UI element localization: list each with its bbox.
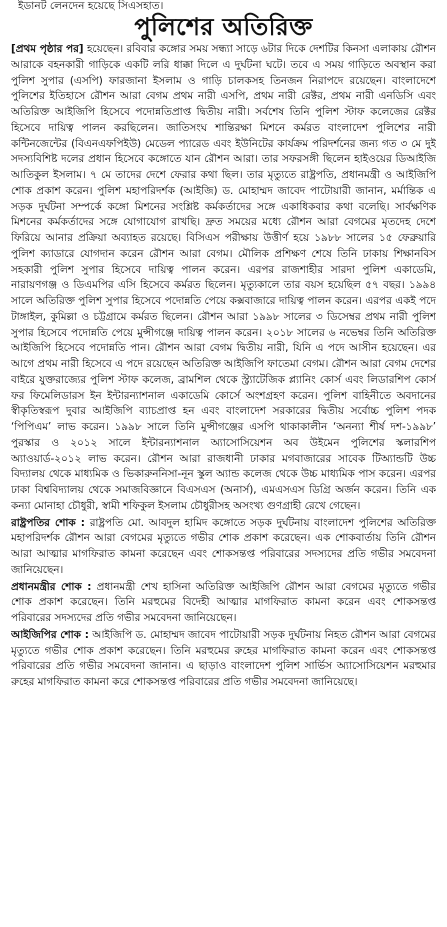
article-headline: পুলিশের অতিরিক্ত: [134, 13, 313, 41]
article-paragraph: [11, 580, 436, 627]
paragraph-text: রাষ্ট্রপতি মো. আবদুল হামিদ কঙ্গোতে সড়ক দুর্ঘটনায় বাংলাদেশ পুলিশের অতিরিক্ত মহাপরিদর্শক রৌশন আরা বেগমের মৃত্যুতে গভীর শোক প্রকাশ করেছেন। এক শোকবার্তায় তিনি রৌশন আরা আত্মার মাগফিরাত কামনা করেছেন এবং শোকসন্তপ্ত পরিবারের সদস্যদের প্রতি গভীর সমবেদনা জানিয়েছেন।: [11, 516, 436, 576]
subheading-igp: আইজিপির শোক :: [11, 628, 89, 641]
paragraph-text: আইজিপি ড. মোহাম্মদ জাবেদ পাটোয়ারী সড়ক দুর্ঘটনায় নিহত রৌশন আরা বেগমের মৃত্যুতে গভীর শোক প্রকাশ করেছেন। তিনি মরহুমের রুহের মাগফিরাত কামনা করেন এবং শোকসন্তপ্ত পরিবারের প্রতি গভীর সমবেদনা জানান। এ ছাড়াও বাংলাদেশ পুলিশ সার্ভিস অ্যাসোসিয়েশন মরহুমার রুহের মাগফিরাত কামনা করে শোকসন্তপ্ত পরিবারের প্রতি গভীর সমবেদনা জানিয়েছে।: [11, 628, 436, 688]
article-paragraph: [11, 516, 436, 579]
subheading-prime-minister: প্রধানমন্ত্রীর শোক :: [11, 580, 92, 593]
article-paragraph: [11, 628, 436, 691]
subheading-president: রাষ্ট্রপতির শোক :: [11, 516, 85, 529]
continuation-marker: [প্রথম পৃষ্ঠার পর]: [11, 43, 84, 55]
paragraph-text: হয়েছেন। রবিবার কঙ্গোর সময় সন্ধ্যা সাড়ে ৬টার দিকে দেশটির কিনসা এলাকায় রৌশন আরাকে বহনকারী গাড়িকে একটি লরি ধাক্কা দিলে এ দুর্ঘটনা ঘটে। তবে এ সময় গাড়িতে অবস্থান করা পুলিশ সুপার (এসপি) ফারজানা ইসলাম ও গাড়ি চালকসহ তিনজন নিরাপদে রয়েছেন। বাংলাদেশে পুলিশের ইতিহাসে রৌশন আরা বেগম প্রথম নারী এসপি, প্রথম নারী রেক্টর, প্রথম নারী এনডিসি এবং অতিরিক্ত আইজিপি হিসেবে পদোন্নতিপ্রাপ্ত দ্বিতীয় নারী। সর্বশেষ তিনি পুলিশ স্টাফ কলেজের রেক্টর হিসেবে দায়িত্ব পালন করছিলেন। জাতিসংঘ শান্তিরক্ষা মিশনে কর্মরত বাংলাদেশ পুলিশের নারী কন্টিনজেন্টের (বিএনএফপিইউ) মেডেল প্যারেড এবং ইউনিটের কার্যক্রম পরিদর্শনের জন্য গত ৩ মে দুই সদস্যবিশিষ্ট দলের প্রধান হিসেবে কঙ্গোতে যান রৌশন আরা। তার সফরসঙ্গী ছিলেন হাইওয়ের ডিআইজি আতিকুল ইসলাম। ৭ মে তাদের দেশে ফেরার কথা ছিল। তার মৃত্যুতে রাষ্ট্রপতি, প্রধানমন্ত্রী ও আইজিপি শোক প্রকাশ করেন। পুলিশ মহাপরিদর্শক (আইজি) ড. মোহাম্মদ জাবেদ পাটোয়ারী জানান, মর্মান্তিক এ সড়ক দুর্ঘটনা সম্পর্কে কঙ্গো মিশনের সংশ্লিষ্ট কর্মকর্তাদের সঙ্গে একাধিকবার কথা বলেছি। সার্বক্ষণিক মিশনের কর্মকর্তাদের সঙ্গে যোগাযোগ রাখছি। দ্রুত সময়ের মধ্যে রৌশন আরা বেগমের মৃতদেহ দেশে ফিরিয়ে আনার প্রক্রিয়া অব্যাহত রয়েছে। বিসিএস পরীক্ষায় উত্তীর্ণ হয়ে ১৯৮৮ সালের ১৫ ফেব্রুয়ারি পুলিশ ক্যাডারে যোগদান করেন রৌশন আরা বেগম। মৌলিক প্রশিক্ষণ শেষে তিনি ঢাকায় শিক্ষানবিস সহকারী পুলিশ সুপার হিসেবে দায়িত্ব পালন করেন। এরপর রাজশাহীর সারদা পুলিশ একাডেমি, নারায়ণগঞ্জ ও ডিএমপির এসি হিসেবে কর্মরত ছিলেন। মৃত্যুকালে তার বয়স হয়েছিল ৫৭ বছর। ১৯৯৪ সালে অতিরিক্ত পুলিশ সুপার হিসেবে পদোন্নতি পেয়ে কক্সবাজারে দায়িত্ব পালন করেন। এরপর একই পদে টাঙ্গাইল, কুমিল্লা ও চট্টগ্রামে কর্মরত ছিলেন। রৌশন আরা ১৯৯৮ সালের ৩ ডিসেম্বর প্রথম নারী পুলিশ সুপার হিসেবে পদোন্নতি পেয়ে মুন্সীগঞ্জে দায়িত্ব পালন করেন। ২০১৮ সালের ৬ নভেম্বর তিনি অতিরিক্ত আইজিপি হিসেবে পদোন্নতি পান। রৌশন আরা বেগম দ্বিতীয় নারী, যিনি এ পদে আসীন হয়েছেন। এর আগে প্রথম নারী হিসেবে এ পদে রয়েছেন অতিরিক্ত আইজিপি ফাতেমা বেগম। রৌশন আরা বেগম দেশের বাইরে যুক্তরাজ্যের পুলিশ স্টাফ কলেজ, ব্রামশিল থেকে স্ট্র্যাটেজিক প্ল্যানিং কোর্স এবং লিডারশিপ কোর্স ফর ফিমেলিডারস ইন ইন্টারন্যাশনাল একাডেমি কোর্সে অংশগ্রহণ করেন। পুলিশ বাহিনীতে অবদানের স্বীকৃতিস্বরূপ দুবার আইজিপি ব্যাচপ্রাপ্ত হন এবং বাংলাদেশ সরকারের দ্বিতীয় সর্বোচ্চ পুলিশ পদক ‘পিপিএম’ লাভ করেন। ১৯৯৮ সালে তিনি মুন্সীগঞ্জের এসপি থাকাকালীন ‘অনন্যা শীর্ষ দশ-১৯৯৮’ পুরস্কার ও ২০১২ সালে ইন্টারন্যাশনাল অ্যাসোসিয়েশন অব উইমেন পুলিশের স্কলারশিপ অ্যাওয়ার্ড-২০১২ লাভ করেন। রৌশন আরা রাজধানী ঢাকার মগবাজারের সাবেক টিঅ্যান্ডটি উচ্চ বিদ্যালয় থেকে মাধ্যমিক ও ভিকারুননিসা-নূন স্কুল অ্যান্ড কলেজ থেকে উচ্চ মাধ্যমিক পাস করেন। এরপর ঢাকা বিশ্ববিদ্যালয় থেকে সমাজবিজ্ঞানে বিএসএস (অনার্স), এমএসএস ডিগ্রি অর্জন করেন। তিনি এক কন্যা মোনাহা চৌধুরী, স্বামী শফিকুল ইসলাম চৌধুরীসহ অসংখ্য গুণগ্রাহী রেখে গেছেন।: [11, 43, 436, 512]
article-body: [11, 42, 436, 927]
paragraph-text: প্রধানমন্ত্রী শেখ হাসিনা অতিরিক্ত আইজিপি রৌশন আরা বেগমের মৃত্যুতে গভীর শোক প্রকাশ করেছেন। তিনি মরহুমের বিদেহী আত্মার মাগফিরাত কামনা করেন এবং শোকসন্তপ্ত পরিবারের সদস্যদের প্রতি গভীর সমবেদনা জানিয়েছেন।: [11, 580, 436, 624]
previous-article-tail: ইডানট লেনদেন হয়েছে সিএসহাত।: [18, 0, 164, 12]
article-paragraph: [11, 42, 436, 515]
